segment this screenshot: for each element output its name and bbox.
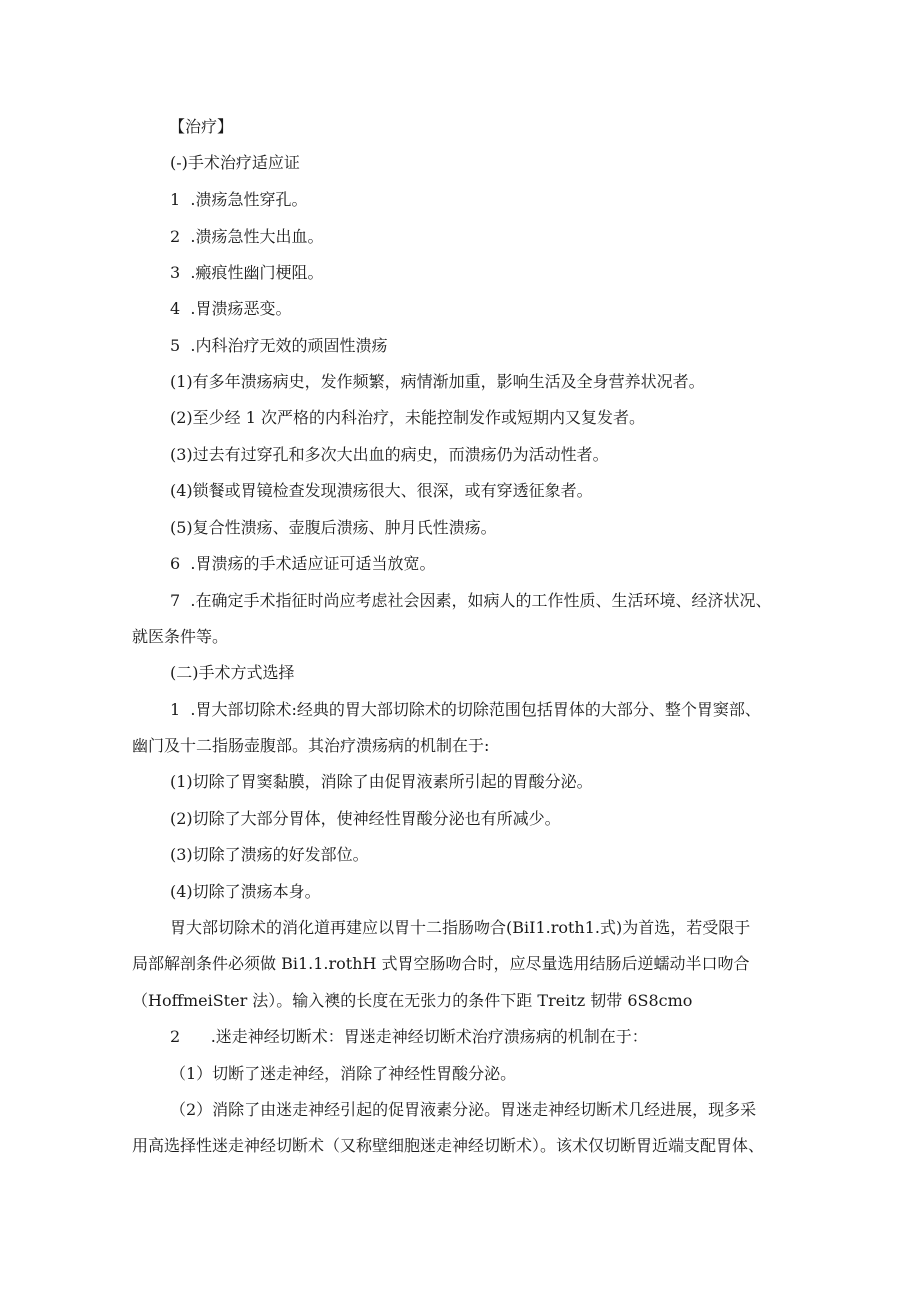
paragraph-line: 胃大部切除术的消化道再建应以胃十二指肠吻合(BiI1.roth1.式)为首选，若受限于 <box>170 918 751 937</box>
list-item-continuation: 幽门及十二指肠壶腹部。其治疗溃疡病的机制在于: <box>132 736 490 755</box>
list-item: 4 .胃溃疡恶变。 <box>170 299 292 318</box>
section-title-surgery-choice: (二)手术方式选择 <box>170 663 295 682</box>
list-item: 1 .溃疡急性穿孔。 <box>170 190 308 209</box>
list-item: 2 .溃疡急性大出血。 <box>170 227 324 246</box>
sub-list-item: (4)切除了溃疡本身。 <box>170 882 321 901</box>
paragraph-line: 局部解剖条件必须做 Bi1.1.rothH 式胃空肠吻合时，应尽量选用结肠后逆蠕动半口吻合 <box>132 954 750 973</box>
sub-list-item: (5)复合性溃疡、壶腹后溃疡、肿月氏性溃疡。 <box>170 518 497 537</box>
list-item-continuation: 就医条件等。 <box>132 627 229 646</box>
section-title-indications: (-)手术治疗适应证 <box>170 153 300 172</box>
sub-list-item: （2）消除了由迷走神经引起的促胃液素分泌。胃迷走神经切断术几经进展，现多采 <box>170 1100 757 1119</box>
sub-list-item: (3)切除了溃疡的好发部位。 <box>170 845 369 864</box>
sub-list-item: (4)锁餐或胃镜检查发现溃疡很大、很深，或有穿透征象者。 <box>170 481 593 500</box>
paragraph-line: 用高选择性迷走神经切断术（又称壁细胞迷走神经切断术）。该术仅切断胃近端支配胃体、 <box>132 1136 765 1155</box>
list-item: 1 .胃大部切除术:经典的胃大部切除术的切除范围包括胃体的大部分、整个胃窦部、 <box>170 700 761 719</box>
sub-list-item: (2)切除了大部分胃体，使神经性胃酸分泌也有所减少。 <box>170 809 561 828</box>
list-item: 2 .迷走神经切断术：胃迷走神经切断术治疗溃疡病的机制在于： <box>170 1027 648 1046</box>
sub-list-item: (3)过去有过穿孔和多次大出血的病史，而溃疡仍为活动性者。 <box>170 445 609 464</box>
list-item: 6 .胃溃疡的手术适应证可适当放宽。 <box>170 554 436 573</box>
sub-list-item: (1)切除了胃窦黏膜，消除了由促胃液素所引起的胃酸分泌。 <box>170 772 593 791</box>
sub-list-item: (1)有多年溃疡病史，发作频繁，病情渐加重，影响生活及全身营养状况者。 <box>170 372 705 391</box>
sub-list-item: (2)至少经 1 次严格的内科治疗，未能控制发作或短期内又复发者。 <box>170 408 646 427</box>
list-item: 5 .内科治疗无效的顽固性溃疡 <box>170 336 388 355</box>
list-item: 7 .在确定手术指征时尚应考虑社会因素，如病人的工作性质、生活环境、经济状况、 <box>170 591 772 610</box>
treatment-heading: 【治疗】 <box>169 117 234 136</box>
paragraph-line: （HoffmeiSter 法）。输入襖的长度在无张力的条件下距 Treitz 韧带 6S8cmo <box>132 991 693 1010</box>
sub-list-item: （1）切断了迷走神经，消除了神经性胃酸分泌。 <box>170 1064 517 1083</box>
list-item: 3 .瘢痕性幽门梗阻。 <box>170 263 324 282</box>
